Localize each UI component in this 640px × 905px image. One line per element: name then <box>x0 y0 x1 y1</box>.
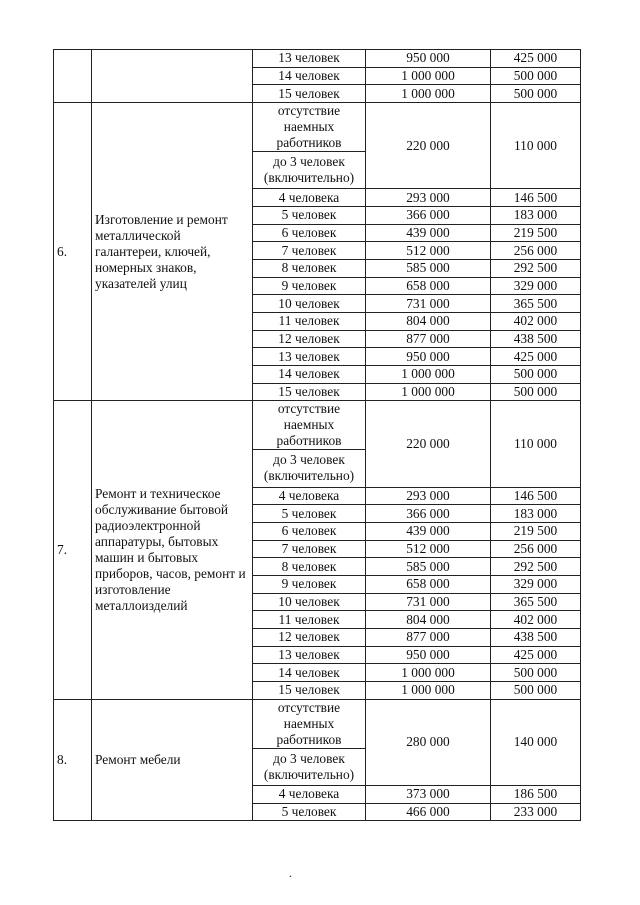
tax-rate-table <box>53 49 581 821</box>
employees-cell: 14 человек <box>253 366 366 384</box>
half-rate-cell: 438 500 <box>491 330 581 348</box>
rate-cell: 220 000 <box>366 401 491 487</box>
half-rate-cell: 500 000 <box>491 85 581 103</box>
half-rate-cell: 500 000 <box>491 664 581 682</box>
half-rate-cell: 402 000 <box>491 611 581 629</box>
half-rate-cell: 146 500 <box>491 487 581 505</box>
employees-cell: 15 человек <box>253 383 366 401</box>
rate-cell: 950 000 <box>366 50 491 68</box>
employees-cell: 11 человек <box>253 312 366 330</box>
half-rate-cell: 425 000 <box>491 348 581 366</box>
rate-cell: 1 000 000 <box>366 366 491 384</box>
employees-cell: 10 человек <box>253 593 366 611</box>
employees-cell: 14 человек <box>253 67 366 85</box>
activity-cell: Ремонт и техническое обслуживание бытовой радиоэлектронной аппаратуры, бытовых машин и бытовых приборов, часов, ремонт и изготовление металлоизделий <box>92 401 253 699</box>
half-rate-cell: 110 000 <box>491 103 581 189</box>
rate-cell: 877 000 <box>366 330 491 348</box>
rate-cell: 366 000 <box>366 206 491 224</box>
employees-cell: отсутствие наемных работников <box>253 103 366 152</box>
rate-cell: 1 000 000 <box>366 664 491 682</box>
employees-cell: до 3 человек (включительно) <box>253 748 366 785</box>
employees-cell: 10 человек <box>253 295 366 313</box>
rate-cell: 1 000 000 <box>366 85 491 103</box>
half-rate-cell: 233 000 <box>491 803 581 821</box>
employees-cell: до 3 человек (включительно) <box>253 152 366 189</box>
row-number-cell <box>54 50 92 103</box>
rate-cell: 280 000 <box>366 699 491 785</box>
half-rate-cell: 219 500 <box>491 224 581 242</box>
rate-cell: 804 000 <box>366 312 491 330</box>
rate-cell: 950 000 <box>366 348 491 366</box>
half-rate-cell: 500 000 <box>491 682 581 700</box>
rate-cell: 804 000 <box>366 611 491 629</box>
activity-cell: Изготовление и ремонт металлической галантереи, ключей, номерных знаков, указателей улиц <box>92 103 253 401</box>
rate-cell: 220 000 <box>366 103 491 189</box>
half-rate-cell: 110 000 <box>491 401 581 487</box>
employees-cell: 5 человек <box>253 803 366 821</box>
employees-cell: 6 человек <box>253 522 366 540</box>
rate-cell: 658 000 <box>366 277 491 295</box>
rate-cell: 366 000 <box>366 505 491 523</box>
table-body <box>54 50 581 821</box>
half-rate-cell: 329 000 <box>491 277 581 295</box>
employees-cell: 12 человек <box>253 629 366 647</box>
rate-cell: 1 000 000 <box>366 383 491 401</box>
employees-cell: 13 человек <box>253 348 366 366</box>
table-row <box>54 401 581 450</box>
employees-cell: 13 человек <box>253 50 366 68</box>
half-rate-cell: 329 000 <box>491 575 581 593</box>
employees-cell: 13 человек <box>253 646 366 664</box>
employees-cell: до 3 человек (включительно) <box>253 450 366 487</box>
employees-cell: 14 человек <box>253 664 366 682</box>
activity-cell: Ремонт мебели <box>92 699 253 820</box>
employees-cell: 8 человек <box>253 558 366 576</box>
table-row <box>54 103 581 152</box>
rate-cell: 512 000 <box>366 540 491 558</box>
rate-cell: 439 000 <box>366 224 491 242</box>
half-rate-cell: 292 500 <box>491 558 581 576</box>
half-rate-cell: 402 000 <box>491 312 581 330</box>
rate-cell: 731 000 <box>366 593 491 611</box>
half-rate-cell: 425 000 <box>491 50 581 68</box>
half-rate-cell: 256 000 <box>491 242 581 260</box>
rate-cell: 439 000 <box>366 522 491 540</box>
employees-cell: отсутствие наемных работников <box>253 699 366 748</box>
employees-cell: 15 человек <box>253 85 366 103</box>
row-number-cell: 8. <box>54 699 92 820</box>
employees-cell: 5 человек <box>253 505 366 523</box>
employees-cell: 4 человека <box>253 487 366 505</box>
half-rate-cell: 365 500 <box>491 295 581 313</box>
employees-cell: 9 человек <box>253 575 366 593</box>
half-rate-cell: 183 000 <box>491 206 581 224</box>
rate-cell: 585 000 <box>366 259 491 277</box>
rate-cell: 877 000 <box>366 629 491 647</box>
rate-cell: 512 000 <box>366 242 491 260</box>
rate-cell: 466 000 <box>366 803 491 821</box>
employees-cell: 7 человек <box>253 540 366 558</box>
table-row <box>54 50 581 68</box>
rate-cell: 658 000 <box>366 575 491 593</box>
employees-cell: 12 человек <box>253 330 366 348</box>
employees-cell: 6 человек <box>253 224 366 242</box>
employees-cell: 15 человек <box>253 682 366 700</box>
employees-cell: 4 человека <box>253 189 366 207</box>
rate-cell: 293 000 <box>366 189 491 207</box>
half-rate-cell: 425 000 <box>491 646 581 664</box>
half-rate-cell: 292 500 <box>491 259 581 277</box>
half-rate-cell: 500 000 <box>491 366 581 384</box>
half-rate-cell: 140 000 <box>491 699 581 785</box>
employees-cell: отсутствие наемных работников <box>253 401 366 450</box>
rate-cell: 293 000 <box>366 487 491 505</box>
employees-cell: 8 человек <box>253 259 366 277</box>
employees-cell: 7 человек <box>253 242 366 260</box>
employees-cell: 11 человек <box>253 611 366 629</box>
half-rate-cell: 438 500 <box>491 629 581 647</box>
table-row <box>54 699 581 748</box>
footer-mark: . <box>289 866 292 880</box>
rate-cell: 731 000 <box>366 295 491 313</box>
row-number-cell: 7. <box>54 401 92 699</box>
half-rate-cell: 365 500 <box>491 593 581 611</box>
rate-cell: 950 000 <box>366 646 491 664</box>
activity-cell <box>92 50 253 103</box>
employees-cell: 5 человек <box>253 206 366 224</box>
row-number-cell: 6. <box>54 103 92 401</box>
half-rate-cell: 183 000 <box>491 505 581 523</box>
rate-cell: 1 000 000 <box>366 67 491 85</box>
rate-cell: 585 000 <box>366 558 491 576</box>
half-rate-cell: 186 500 <box>491 785 581 803</box>
rate-cell: 1 000 000 <box>366 682 491 700</box>
employees-cell: 9 человек <box>253 277 366 295</box>
half-rate-cell: 256 000 <box>491 540 581 558</box>
employees-cell: 4 человека <box>253 785 366 803</box>
half-rate-cell: 500 000 <box>491 383 581 401</box>
half-rate-cell: 146 500 <box>491 189 581 207</box>
half-rate-cell: 219 500 <box>491 522 581 540</box>
rate-cell: 373 000 <box>366 785 491 803</box>
half-rate-cell: 500 000 <box>491 67 581 85</box>
